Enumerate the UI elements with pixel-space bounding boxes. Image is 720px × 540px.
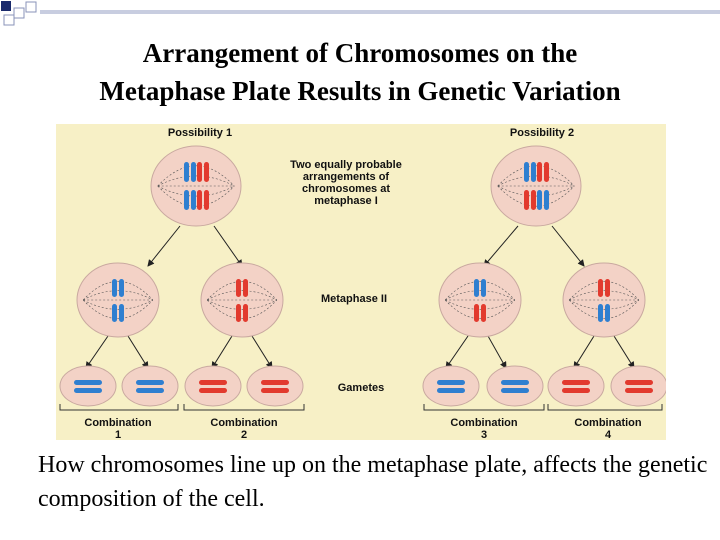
chromosome [136, 388, 164, 393]
gamete [185, 366, 241, 406]
chromatid [531, 190, 536, 210]
slide-title [0, 34, 720, 110]
cell-membrane [548, 366, 604, 406]
chromatid [119, 304, 124, 322]
combination-1-number: 1 [114, 429, 122, 440]
cell-membrane [439, 263, 521, 337]
chromatid [191, 162, 196, 182]
chromatid [481, 279, 486, 297]
combination-4-number: 4 [604, 429, 612, 440]
chromatid [537, 162, 542, 182]
chromatid [197, 190, 202, 210]
metaphase-2-cell [563, 263, 645, 337]
metaphase-1-cell-possibility-1 [151, 146, 241, 226]
cell-membrane [60, 366, 116, 406]
chromosome [437, 380, 465, 385]
gamete [60, 366, 116, 406]
meiosis-diagram [56, 124, 666, 440]
chromatid [184, 162, 189, 182]
metaphase-1-cell-possibility-2 [491, 146, 581, 226]
center-note-line-4: metaphase I [314, 195, 378, 207]
chromatid [598, 304, 603, 322]
chromosome [136, 380, 164, 385]
meiosis-figure [56, 124, 666, 440]
gamete [423, 366, 479, 406]
chromatid [544, 162, 549, 182]
metaphase-2-cell [201, 263, 283, 337]
arrow [214, 226, 242, 266]
center-note-line-2: arrangements of [302, 171, 390, 183]
gamete [122, 366, 178, 406]
chromosome [437, 388, 465, 393]
possibility-2-label: Possibility 2 [509, 127, 575, 139]
arrow [86, 336, 108, 368]
chromosome [562, 388, 590, 393]
chromatid [243, 279, 248, 297]
chromatid [537, 190, 542, 210]
arrow [574, 336, 594, 368]
arrow [614, 336, 634, 368]
chromatid [605, 304, 610, 322]
arrow [128, 336, 148, 368]
chromatid [598, 279, 603, 297]
cell-membrane [423, 366, 479, 406]
arrow [446, 336, 468, 368]
chromatid [236, 304, 241, 322]
chromosome [199, 380, 227, 385]
arrow [488, 336, 506, 368]
gamete [548, 366, 604, 406]
arrow [252, 336, 272, 368]
arrow [484, 226, 518, 266]
cell-membrane [487, 366, 543, 406]
chromosome [74, 380, 102, 385]
metaphase-2-cell [439, 263, 521, 337]
chromatid [243, 304, 248, 322]
arrow [148, 226, 180, 266]
gametes-label: Gametes [337, 382, 385, 394]
metaphase-2-label: Metaphase II [320, 293, 388, 305]
chromosome [199, 388, 227, 393]
chromatid [481, 304, 486, 322]
title-line-2: Metaphase Plate Results in Genetic Variation [99, 76, 621, 106]
gamete [611, 366, 666, 406]
combination-1-label: Combination [84, 417, 152, 429]
combination-3-number: 3 [480, 429, 488, 440]
gamete [247, 366, 303, 406]
chromosome [562, 380, 590, 385]
cell-membrane [611, 366, 666, 406]
chromatid [524, 162, 529, 182]
chromatid [531, 162, 536, 182]
chromatid [184, 190, 189, 210]
cell-membrane [247, 366, 303, 406]
chromatid [474, 279, 479, 297]
chromatid [204, 190, 209, 210]
combination-4-label: Combination [574, 417, 642, 429]
center-note-line-1: Two equally probable [290, 159, 402, 171]
chromosome [501, 380, 529, 385]
chromatid [544, 190, 549, 210]
combination-3-label: Combination [450, 417, 518, 429]
chromatid [605, 279, 610, 297]
arrow [212, 336, 232, 368]
chromosome [74, 388, 102, 393]
chromatid [524, 190, 529, 210]
caption: How chromosomes line up on the metaphase plate, affects the genetic composition of the cell. [38, 452, 708, 512]
cell-membrane [563, 263, 645, 337]
possibility-1-label: Possibility 1 [167, 127, 233, 139]
chromosome [261, 380, 289, 385]
gamete [487, 366, 543, 406]
chromatid [204, 162, 209, 182]
combination-2-number: 2 [240, 429, 248, 440]
chromosome [501, 388, 529, 393]
chromatid [112, 279, 117, 297]
arrow [552, 226, 584, 266]
chromatid [474, 304, 479, 322]
chromatid [119, 279, 124, 297]
cell-membrane [77, 263, 159, 337]
cell-membrane [185, 366, 241, 406]
cell-membrane [122, 366, 178, 406]
chromatid [236, 279, 241, 297]
combination-2-label: Combination [210, 417, 278, 429]
chromosome [261, 388, 289, 393]
chromatid [112, 304, 117, 322]
metaphase-2-cell [77, 263, 159, 337]
chromosome [625, 380, 653, 385]
chromatid [197, 162, 202, 182]
cell-membrane [201, 263, 283, 337]
center-note-line-3: chromosomes at [301, 183, 391, 195]
chromosome [625, 388, 653, 393]
title-line-1: Arrangement of Chromosomes on the [142, 38, 578, 68]
chromatid [191, 190, 196, 210]
